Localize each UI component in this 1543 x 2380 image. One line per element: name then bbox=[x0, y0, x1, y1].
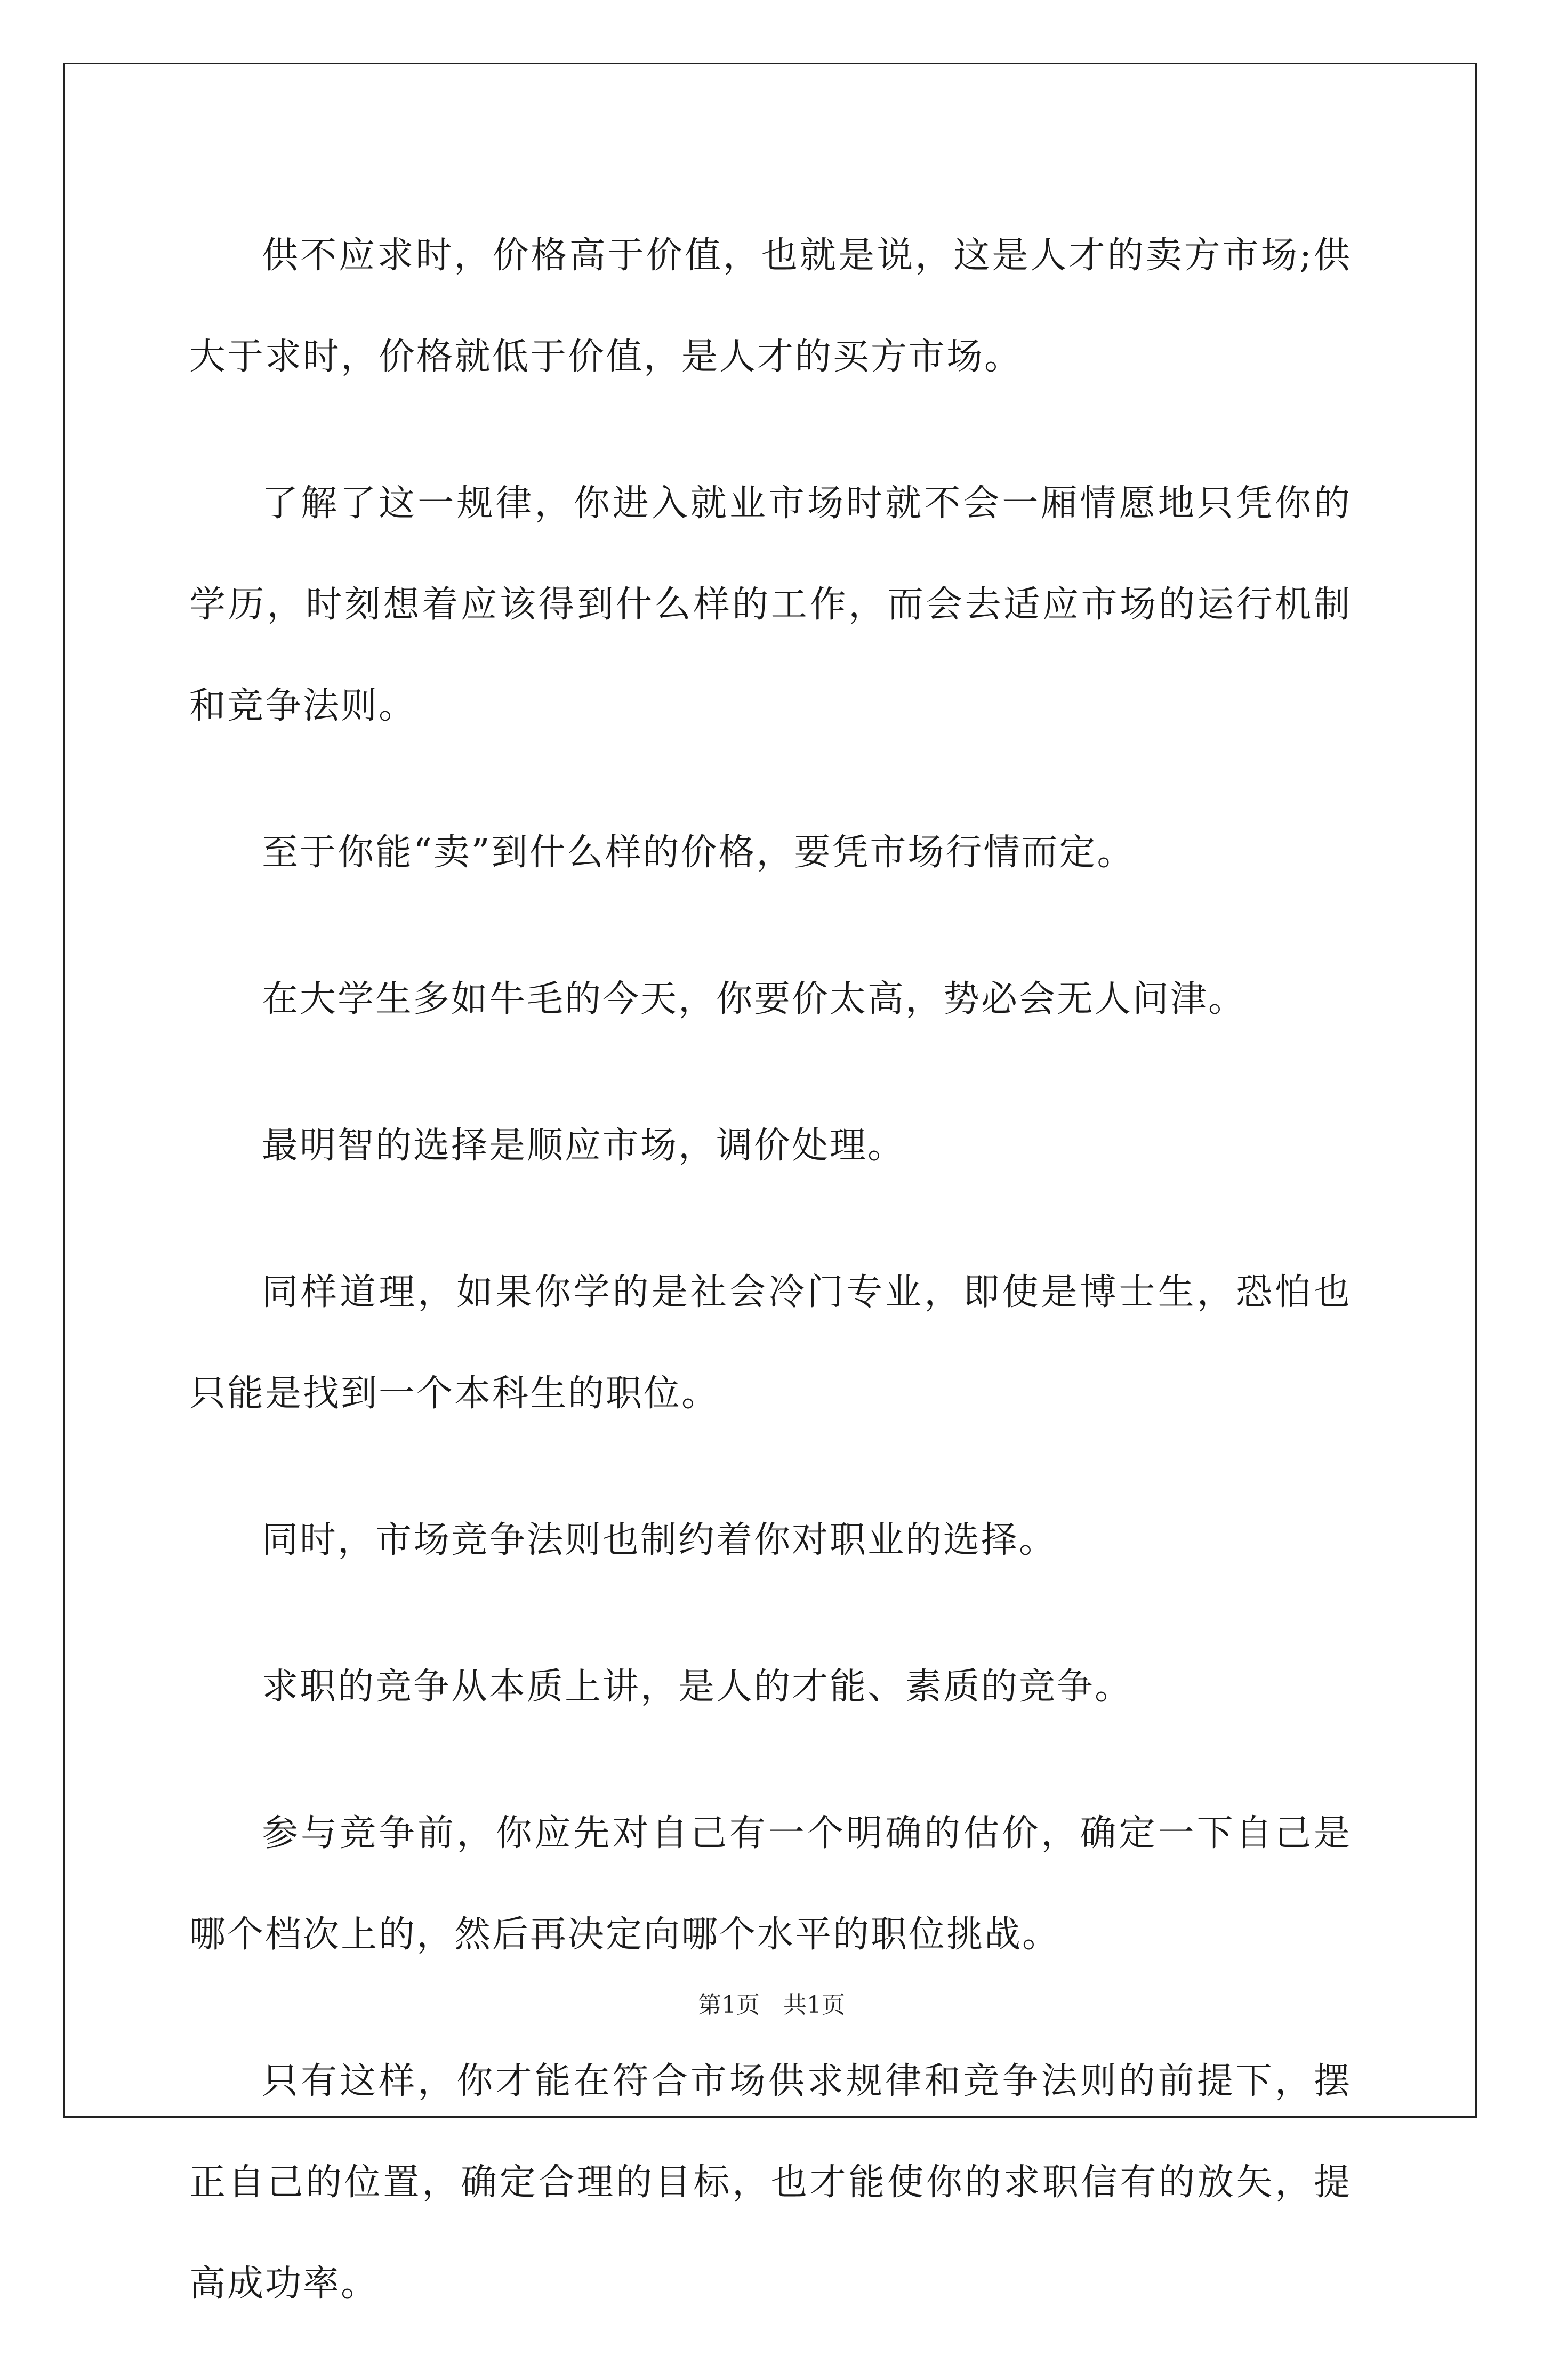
page-total: 共1页 bbox=[783, 1991, 845, 2019]
paragraph: 至于你能“卖”到什么样的价格，要凭市场行情而定。 bbox=[262, 832, 1135, 874]
paragraph: 供不应求时，价格高于价值，也就是说，这是人才的卖方市场;供大于求时，价格就低于价值，是人才的买方市场。 bbox=[189, 235, 1352, 378]
paragraph: 同样道理，如果你学的是社会冷门专业，即使是博士生，恐怕也只能是找到一个本科生的职位。 bbox=[189, 1271, 1352, 1415]
paragraph: 在大学生多如牛毛的今天，你要价太高，势必会无人问津。 bbox=[262, 978, 1247, 1020]
paragraph: 了解了这一规律，你进入就业市场时就不会一厢情愿地只凭你的学历，时刻想着应该得到什么样的工作，而会去适应市场的运行机制和竞争法则。 bbox=[189, 482, 1352, 727]
paragraph: 只有这样，你才能在符合市场供求规律和竞争法则的前提下，摆正自己的位置，确定合理的目标，也才能使你的求职信有的放矢，提高成功率。 bbox=[189, 2060, 1352, 2305]
page-number: 第1页 bbox=[698, 1991, 760, 2019]
page-footer bbox=[0, 1986, 1543, 2020]
document-body bbox=[189, 205, 1352, 2380]
paragraph: 最明智的选择是顺应市场，调价处理。 bbox=[262, 1125, 906, 1167]
paragraph: 参与竞争前，你应先对自己有一个明确的估价，确定一下自己是哪个档次上的，然后再决定向哪个水平的职位挑战。 bbox=[189, 1812, 1352, 1956]
paragraph: 求职的竞争从本质上讲，是人的才能、素质的竞争。 bbox=[262, 1666, 1133, 1708]
paragraph: 同时，市场竞争法则也制约着你对职业的选择。 bbox=[262, 1519, 1057, 1561]
